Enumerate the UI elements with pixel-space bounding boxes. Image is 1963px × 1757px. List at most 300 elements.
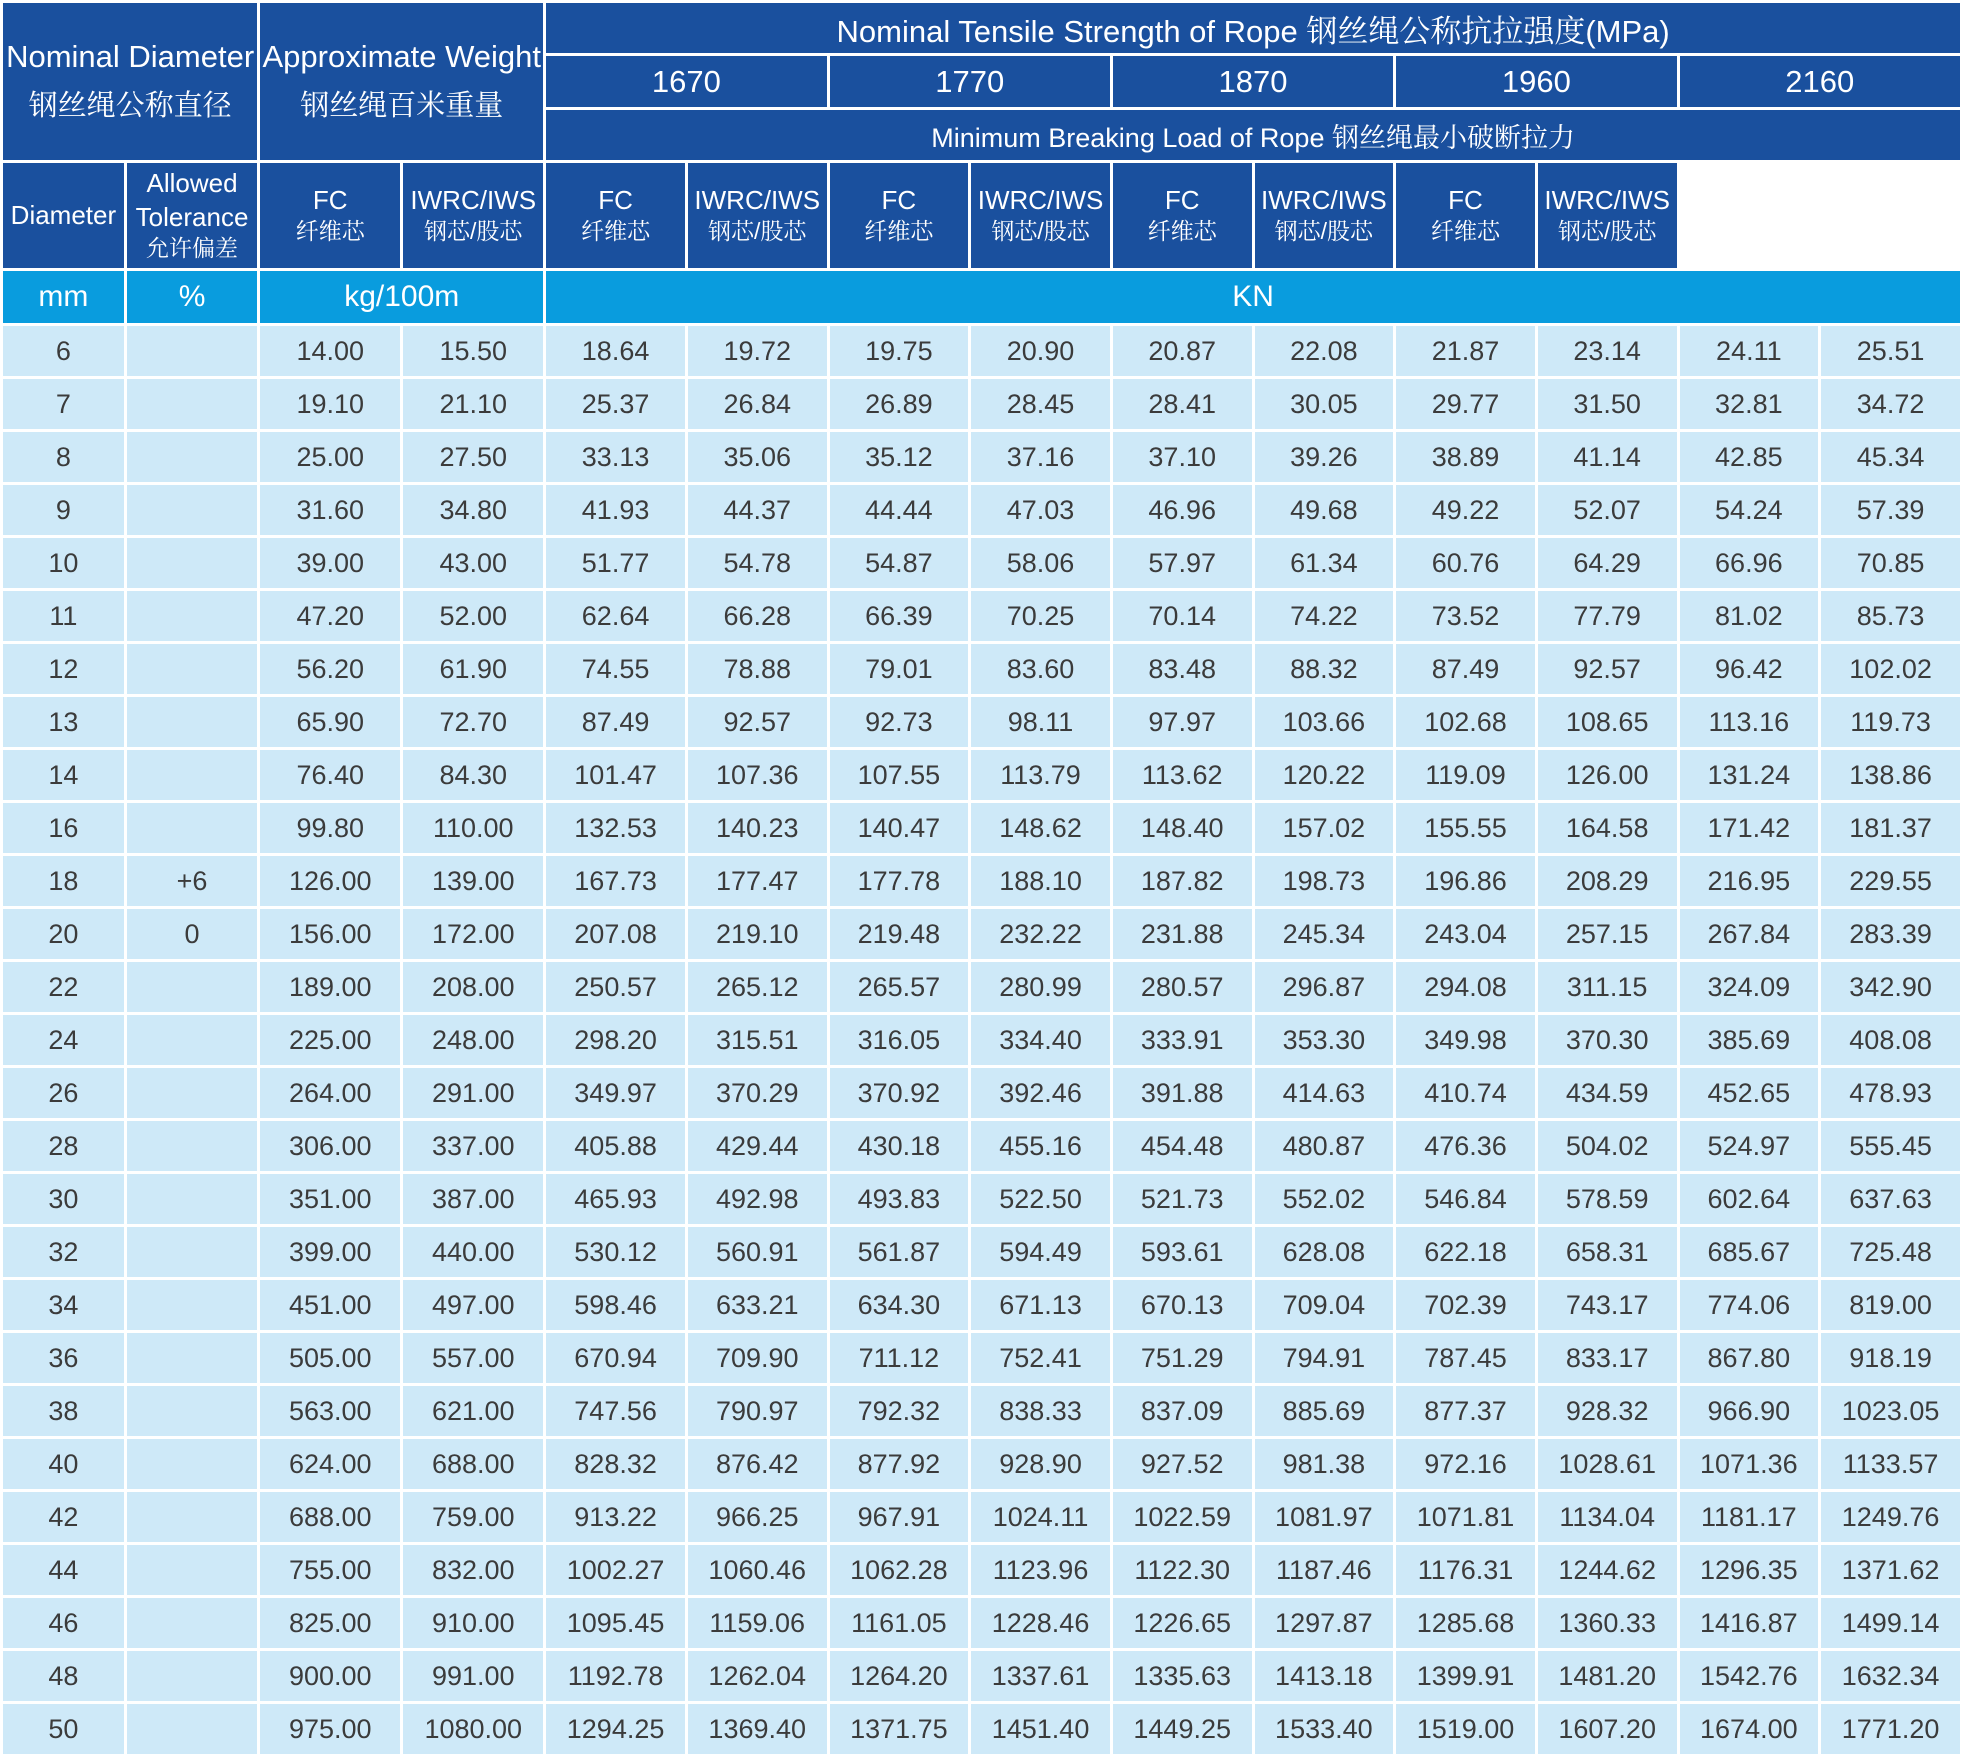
tolerance-cell <box>127 1386 257 1436</box>
weight-cell: 189.00 <box>260 962 400 1012</box>
breaking-load-cell: 833.17 <box>1538 1333 1677 1383</box>
breaking-load-cell: 64.29 <box>1538 538 1677 588</box>
breaking-load-cell: 57.97 <box>1113 538 1252 588</box>
weight-cell: 399.00 <box>260 1227 400 1277</box>
breaking-load-cell: 140.23 <box>688 803 827 853</box>
table-row <box>3 538 1960 588</box>
breaking-load-cell: 927.52 <box>1113 1439 1252 1489</box>
breaking-load-cell: 1451.40 <box>971 1704 1110 1754</box>
breaking-load-cell: 35.06 <box>688 432 827 482</box>
weight-cell: 688.00 <box>403 1439 543 1489</box>
weight-cell: 991.00 <box>403 1651 543 1701</box>
breaking-load-cell: 26.84 <box>688 379 827 429</box>
tolerance-cell <box>127 1704 257 1754</box>
breaking-load-cell: 552.02 <box>1255 1174 1394 1224</box>
diameter-cell: 26 <box>3 1068 124 1118</box>
breaking-load-cell: 219.10 <box>688 909 827 959</box>
diameter-cell: 38 <box>3 1386 124 1436</box>
breaking-load-cell: 685.67 <box>1680 1227 1819 1277</box>
breaking-load-cell: 670.13 <box>1113 1280 1252 1330</box>
breaking-load-cell: 476.36 <box>1396 1121 1535 1171</box>
breaking-load-cell: 1771.20 <box>1821 1704 1960 1754</box>
breaking-load-cell: 787.45 <box>1396 1333 1535 1383</box>
breaking-load-cell: 918.19 <box>1821 1333 1960 1383</box>
diameter-cell: 28 <box>3 1121 124 1171</box>
breaking-load-cell: 52.07 <box>1538 485 1677 535</box>
breaking-load-cell: 1023.05 <box>1821 1386 1960 1436</box>
breaking-load-cell: 747.56 <box>546 1386 685 1436</box>
weight-cell: 31.60 <box>260 485 400 535</box>
nominal-diameter-label-en: Nominal Diameter <box>6 39 255 74</box>
breaking-load-cell: 1499.14 <box>1821 1598 1960 1648</box>
breaking-load-cell: 522.50 <box>971 1174 1110 1224</box>
breaking-load-cell: 837.09 <box>1113 1386 1252 1436</box>
tolerance-cell <box>127 326 257 376</box>
weight-cell: 440.00 <box>403 1227 543 1277</box>
tolerance-cell <box>127 432 257 482</box>
breaking-load-cell: 414.63 <box>1255 1068 1394 1118</box>
breaking-load-cell: 265.57 <box>830 962 969 1012</box>
breaking-load-cell: 392.46 <box>971 1068 1110 1118</box>
weight-cell: 15.50 <box>403 326 543 376</box>
tolerance-cell <box>127 591 257 641</box>
approx-weight-header <box>260 3 543 160</box>
breaking-load-cell: 598.46 <box>546 1280 685 1330</box>
breaking-load-cell: 41.93 <box>546 485 685 535</box>
diameter-cell: 42 <box>3 1492 124 1542</box>
breaking-load-cell: 966.90 <box>1680 1386 1819 1436</box>
weight-cell: 43.00 <box>403 538 543 588</box>
weight-cell: 688.00 <box>260 1492 400 1542</box>
breaking-load-cell: 671.13 <box>971 1280 1110 1330</box>
breaking-load-cell: 391.88 <box>1113 1068 1252 1118</box>
breaking-load-cell: 119.09 <box>1396 750 1535 800</box>
diameter-cell: 11 <box>3 591 124 641</box>
table-row <box>3 1280 1960 1330</box>
diameter-cell: 6 <box>3 326 124 376</box>
breaking-load-cell: 709.04 <box>1255 1280 1394 1330</box>
breaking-load-cell: 353.30 <box>1255 1015 1394 1065</box>
iwrc-column-header: IWRC/IWS 钢芯/股芯 <box>403 163 543 268</box>
weight-cell: 975.00 <box>260 1704 400 1754</box>
breaking-load-cell: 70.85 <box>1821 538 1960 588</box>
breaking-load-cell: 1161.05 <box>830 1598 969 1648</box>
tolerance-label-line1: Allowed <box>146 167 238 198</box>
breaking-load-cell: 83.48 <box>1113 644 1252 694</box>
weight-cell: 624.00 <box>260 1439 400 1489</box>
diameter-cell: 9 <box>3 485 124 535</box>
breaking-load-cell: 634.30 <box>830 1280 969 1330</box>
tolerance-cell <box>127 1333 257 1383</box>
breaking-load-cell: 430.18 <box>830 1121 969 1171</box>
table-row <box>3 432 1960 482</box>
weight-cell: 156.00 <box>260 909 400 959</box>
weight-cell: 900.00 <box>260 1651 400 1701</box>
breaking-load-cell: 342.90 <box>1821 962 1960 1012</box>
breaking-load-cell: 1416.87 <box>1680 1598 1819 1648</box>
weight-cell: 76.40 <box>260 750 400 800</box>
table-row <box>3 803 1960 853</box>
breaking-load-cell: 51.77 <box>546 538 685 588</box>
weight-cell: 759.00 <box>403 1492 543 1542</box>
diameter-cell: 24 <box>3 1015 124 1065</box>
breaking-load-cell: 232.22 <box>971 909 1110 959</box>
breaking-load-cell: 113.79 <box>971 750 1110 800</box>
breaking-load-cell: 298.20 <box>546 1015 685 1065</box>
breaking-load-cell: 45.34 <box>1821 432 1960 482</box>
breaking-load-cell: 1481.20 <box>1538 1651 1677 1701</box>
breaking-load-cell: 58.06 <box>971 538 1110 588</box>
breaking-load-cell: 561.87 <box>830 1227 969 1277</box>
weight-cell: 84.30 <box>403 750 543 800</box>
breaking-load-cell: 54.87 <box>830 538 969 588</box>
breaking-load-cell: 1449.25 <box>1113 1704 1252 1754</box>
weight-cell: 451.00 <box>260 1280 400 1330</box>
breaking-load-cell: 1297.87 <box>1255 1598 1394 1648</box>
weight-cell: 497.00 <box>403 1280 543 1330</box>
weight-cell: 72.70 <box>403 697 543 747</box>
breaking-load-cell: 913.22 <box>546 1492 685 1542</box>
weight-cell: 47.20 <box>260 591 400 641</box>
breaking-load-cell: 28.45 <box>971 379 1110 429</box>
breaking-load-cell: 46.96 <box>1113 485 1252 535</box>
breaking-load-cell: 628.08 <box>1255 1227 1394 1277</box>
breaking-load-cell: 492.98 <box>688 1174 827 1224</box>
breaking-load-cell: 35.12 <box>830 432 969 482</box>
breaking-load-cell: 1371.62 <box>1821 1545 1960 1595</box>
breaking-load-cell: 119.73 <box>1821 697 1960 747</box>
breaking-load-cell: 18.64 <box>546 326 685 376</box>
breaking-load-cell: 1519.00 <box>1396 1704 1535 1754</box>
weight-cell: 1080.00 <box>403 1704 543 1754</box>
breaking-load-cell: 60.76 <box>1396 538 1535 588</box>
breaking-load-cell: 102.68 <box>1396 697 1535 747</box>
tolerance-cell <box>127 1068 257 1118</box>
breaking-load-cell: 103.66 <box>1255 697 1394 747</box>
breaking-load-cell: 33.13 <box>546 432 685 482</box>
breaking-load-cell: 593.61 <box>1113 1227 1252 1277</box>
unit-weight: kg/100m <box>260 271 543 323</box>
breaking-load-cell: 280.99 <box>971 962 1110 1012</box>
breaking-load-cell: 87.49 <box>546 697 685 747</box>
breaking-load-cell: 19.75 <box>830 326 969 376</box>
breaking-load-cell: 1249.76 <box>1821 1492 1960 1542</box>
tensile-strength-title: Nominal Tensile Strength of Rope 钢丝绳公称抗拉强度(MPa) <box>546 3 1960 53</box>
weight-cell: 910.00 <box>403 1598 543 1648</box>
table-row <box>3 591 1960 641</box>
table-row <box>3 1704 1960 1754</box>
breaking-load-cell: 78.88 <box>688 644 827 694</box>
breaking-load-cell: 524.97 <box>1680 1121 1819 1171</box>
breaking-load-cell: 34.72 <box>1821 379 1960 429</box>
breaking-load-cell: 155.55 <box>1396 803 1535 853</box>
diameter-cell: 14 <box>3 750 124 800</box>
tolerance-cell <box>127 1227 257 1277</box>
breaking-load-cell: 44.37 <box>688 485 827 535</box>
breaking-load-cell: 819.00 <box>1821 1280 1960 1330</box>
breaking-load-cell: 928.32 <box>1538 1386 1677 1436</box>
diameter-cell: 12 <box>3 644 124 694</box>
breaking-load-cell: 113.62 <box>1113 750 1252 800</box>
tolerance-label-line2: Tolerance <box>135 201 249 232</box>
tolerance-cell: 0 <box>127 909 257 959</box>
breaking-load-cell: 1262.04 <box>688 1651 827 1701</box>
table-body <box>3 326 1960 1754</box>
table-row <box>3 1651 1960 1701</box>
breaking-load-cell: 560.91 <box>688 1227 827 1277</box>
breaking-load-cell: 126.00 <box>1538 750 1677 800</box>
tolerance-column-header <box>127 163 257 268</box>
breaking-load-cell: 20.90 <box>971 326 1110 376</box>
breaking-load-cell: 876.42 <box>688 1439 827 1489</box>
tolerance-cell: +6 <box>127 856 257 906</box>
breaking-load-cell: 333.91 <box>1113 1015 1252 1065</box>
breaking-load-cell: 44.44 <box>830 485 969 535</box>
diameter-cell: 22 <box>3 962 124 1012</box>
breaking-load-cell: 349.97 <box>546 1068 685 1118</box>
breaking-load-cell: 546.84 <box>1396 1174 1535 1224</box>
table-row <box>3 1121 1960 1171</box>
breaking-load-cell: 385.69 <box>1680 1015 1819 1065</box>
strength-header-1870: 1870 <box>1113 56 1393 107</box>
breaking-load-cell: 167.73 <box>546 856 685 906</box>
breaking-load-cell: 164.58 <box>1538 803 1677 853</box>
strength-header-2160: 2160 <box>1680 56 1961 107</box>
breaking-load-cell: 1369.40 <box>688 1704 827 1754</box>
breaking-load-cell: 138.86 <box>1821 750 1960 800</box>
breaking-load-cell: 283.39 <box>1821 909 1960 959</box>
diameter-cell: 40 <box>3 1439 124 1489</box>
breaking-load-cell: 1071.81 <box>1396 1492 1535 1542</box>
diameter-column-header: Diameter <box>3 163 124 268</box>
breaking-load-cell: 1264.20 <box>830 1651 969 1701</box>
diameter-cell: 8 <box>3 432 124 482</box>
tolerance-cell <box>127 803 257 853</box>
breaking-load-cell: 1071.36 <box>1680 1439 1819 1489</box>
diameter-cell: 36 <box>3 1333 124 1383</box>
tolerance-cell <box>127 538 257 588</box>
unit-mm: mm <box>3 271 124 323</box>
breaking-load-cell: 555.45 <box>1821 1121 1960 1171</box>
weight-cell: 39.00 <box>260 538 400 588</box>
breaking-load-cell: 265.12 <box>688 962 827 1012</box>
weight-cell: 14.00 <box>260 326 400 376</box>
breaking-load-cell: 349.98 <box>1396 1015 1535 1065</box>
weight-cell: 34.80 <box>403 485 543 535</box>
breaking-load-cell: 1159.06 <box>688 1598 827 1648</box>
breaking-load-cell: 725.48 <box>1821 1227 1960 1277</box>
diameter-cell: 50 <box>3 1704 124 1754</box>
breaking-load-cell: 49.22 <box>1396 485 1535 535</box>
breaking-load-cell: 31.50 <box>1538 379 1677 429</box>
breaking-load-cell: 324.09 <box>1680 962 1819 1012</box>
breaking-load-cell: 29.77 <box>1396 379 1535 429</box>
breaking-load-cell: 877.92 <box>830 1439 969 1489</box>
breaking-load-cell: 1095.45 <box>546 1598 685 1648</box>
tolerance-cell <box>127 1545 257 1595</box>
breaking-load-cell: 198.73 <box>1255 856 1394 906</box>
tolerance-cell <box>127 1439 257 1489</box>
weight-cell: 61.90 <box>403 644 543 694</box>
breaking-load-cell: 294.08 <box>1396 962 1535 1012</box>
breaking-load-cell: 790.97 <box>688 1386 827 1436</box>
breaking-load-cell: 743.17 <box>1538 1280 1677 1330</box>
breaking-load-cell: 1181.17 <box>1680 1492 1819 1542</box>
breaking-load-cell: 410.74 <box>1396 1068 1535 1118</box>
iwrc-column-header: IWRC/IWS 钢芯/股芯 <box>1538 163 1677 268</box>
breaking-load-cell: 602.64 <box>1680 1174 1819 1224</box>
breaking-load-cell: 216.95 <box>1680 856 1819 906</box>
weight-cell: 99.80 <box>260 803 400 853</box>
breaking-load-cell: 1176.31 <box>1396 1545 1535 1595</box>
diameter-cell: 48 <box>3 1651 124 1701</box>
breaking-load-cell: 1133.57 <box>1821 1439 1960 1489</box>
breaking-load-cell: 70.14 <box>1113 591 1252 641</box>
breaking-load-cell: 101.47 <box>546 750 685 800</box>
diameter-cell: 13 <box>3 697 124 747</box>
breaking-load-cell: 709.90 <box>688 1333 827 1383</box>
breaking-load-cell: 140.47 <box>830 803 969 853</box>
weight-cell: 25.00 <box>260 432 400 482</box>
breaking-load-cell: 455.16 <box>971 1121 1110 1171</box>
diameter-cell: 18 <box>3 856 124 906</box>
breaking-load-cell: 20.87 <box>1113 326 1252 376</box>
breaking-load-cell: 702.39 <box>1396 1280 1535 1330</box>
tolerance-cell <box>127 1015 257 1065</box>
breaking-load-cell: 157.02 <box>1255 803 1394 853</box>
tolerance-cell <box>127 1651 257 1701</box>
breaking-load-cell: 1244.62 <box>1538 1545 1677 1595</box>
table-row <box>3 1545 1960 1595</box>
breaking-load-cell: 504.02 <box>1538 1121 1677 1171</box>
strength-header-1960: 1960 <box>1396 56 1676 107</box>
table-row <box>3 1333 1960 1383</box>
breaking-load-cell: 37.10 <box>1113 432 1252 482</box>
breaking-load-cell: 296.87 <box>1255 962 1394 1012</box>
breaking-load-cell: 219.48 <box>830 909 969 959</box>
breaking-load-cell: 478.93 <box>1821 1068 1960 1118</box>
breaking-load-cell: 1122.30 <box>1113 1545 1252 1595</box>
breaking-load-cell: 208.29 <box>1538 856 1677 906</box>
weight-cell: 563.00 <box>260 1386 400 1436</box>
breaking-load-cell: 107.36 <box>688 750 827 800</box>
breaking-load-cell: 108.65 <box>1538 697 1677 747</box>
breaking-load-cell: 32.81 <box>1680 379 1819 429</box>
breaking-load-cell: 66.39 <box>830 591 969 641</box>
unit-load: KN <box>546 271 1960 323</box>
weight-cell: 19.10 <box>260 379 400 429</box>
breaking-load-cell: 42.85 <box>1680 432 1819 482</box>
diameter-cell: 34 <box>3 1280 124 1330</box>
breaking-load-cell: 92.57 <box>1538 644 1677 694</box>
breaking-load-cell: 1371.75 <box>830 1704 969 1754</box>
breaking-load-cell: 207.08 <box>546 909 685 959</box>
breaking-load-cell: 25.37 <box>546 379 685 429</box>
breaking-load-cell: 792.32 <box>830 1386 969 1436</box>
breaking-load-cell: 315.51 <box>688 1015 827 1065</box>
weight-cell: 621.00 <box>403 1386 543 1436</box>
weight-cell: 27.50 <box>403 432 543 482</box>
breaking-load-cell: 24.11 <box>1680 326 1819 376</box>
breaking-load-cell: 26.89 <box>830 379 969 429</box>
diameter-cell: 20 <box>3 909 124 959</box>
weight-cell: 755.00 <box>260 1545 400 1595</box>
weight-cell: 21.10 <box>403 379 543 429</box>
diameter-cell: 44 <box>3 1545 124 1595</box>
breaking-load-cell: 148.40 <box>1113 803 1252 853</box>
breaking-load-cell: 98.11 <box>971 697 1110 747</box>
table-row <box>3 1439 1960 1489</box>
breaking-load-cell: 280.57 <box>1113 962 1252 1012</box>
breaking-load-cell: 1294.25 <box>546 1704 685 1754</box>
tolerance-cell <box>127 697 257 747</box>
breaking-load-cell: 23.14 <box>1538 326 1677 376</box>
breaking-load-cell: 493.83 <box>830 1174 969 1224</box>
breaking-load-cell: 1399.91 <box>1396 1651 1535 1701</box>
iwrc-column-header: IWRC/IWS 钢芯/股芯 <box>1255 163 1394 268</box>
tolerance-cell <box>127 1280 257 1330</box>
diameter-cell: 46 <box>3 1598 124 1648</box>
breaking-load-cell: 25.51 <box>1821 326 1960 376</box>
breaking-load-cell: 578.59 <box>1538 1174 1677 1224</box>
breaking-load-cell: 83.60 <box>971 644 1110 694</box>
breaking-load-cell: 87.49 <box>1396 644 1535 694</box>
breaking-load-cell: 751.29 <box>1113 1333 1252 1383</box>
breaking-load-cell: 49.68 <box>1255 485 1394 535</box>
breaking-load-cell: 966.25 <box>688 1492 827 1542</box>
breaking-load-cell: 434.59 <box>1538 1068 1677 1118</box>
breaking-load-cell: 61.34 <box>1255 538 1394 588</box>
table-row <box>3 1492 1960 1542</box>
breaking-load-cell: 1187.46 <box>1255 1545 1394 1595</box>
breaking-load-cell: 79.01 <box>830 644 969 694</box>
weight-cell: 351.00 <box>260 1174 400 1224</box>
breaking-load-cell: 1022.59 <box>1113 1492 1252 1542</box>
breaking-load-cell: 838.33 <box>971 1386 1110 1436</box>
breaking-load-cell: 405.88 <box>546 1121 685 1171</box>
breaking-load-cell: 120.22 <box>1255 750 1394 800</box>
breaking-load-cell: 1062.28 <box>830 1545 969 1595</box>
breaking-load-cell: 21.87 <box>1396 326 1535 376</box>
strength-header-1770: 1770 <box>830 56 1110 107</box>
tolerance-cell <box>127 644 257 694</box>
breaking-load-cell: 77.79 <box>1538 591 1677 641</box>
breaking-load-cell: 711.12 <box>830 1333 969 1383</box>
breaking-load-cell: 452.65 <box>1680 1068 1819 1118</box>
breaking-load-cell: 1192.78 <box>546 1651 685 1701</box>
weight-cell: 65.90 <box>260 697 400 747</box>
breaking-load-cell: 47.03 <box>971 485 1110 535</box>
breaking-load-cell: 229.55 <box>1821 856 1960 906</box>
breaking-load-cell: 70.25 <box>971 591 1110 641</box>
breaking-load-cell: 66.96 <box>1680 538 1819 588</box>
weight-cell: 225.00 <box>260 1015 400 1065</box>
breaking-load-cell: 622.18 <box>1396 1227 1535 1277</box>
weight-cell: 387.00 <box>403 1174 543 1224</box>
weight-cell: 110.00 <box>403 803 543 853</box>
tolerance-cell <box>127 750 257 800</box>
breaking-load-cell: 429.44 <box>688 1121 827 1171</box>
breaking-load-cell: 1360.33 <box>1538 1598 1677 1648</box>
tolerance-cell <box>127 379 257 429</box>
breaking-load-cell: 370.92 <box>830 1068 969 1118</box>
fc-column-header: FC 纤维芯 <box>1396 163 1535 268</box>
table-row <box>3 485 1960 535</box>
breaking-load-cell: 257.15 <box>1538 909 1677 959</box>
tolerance-cell <box>127 1174 257 1224</box>
breaking-load-cell: 1632.34 <box>1821 1651 1960 1701</box>
breaking-load-cell: 981.38 <box>1255 1439 1394 1489</box>
